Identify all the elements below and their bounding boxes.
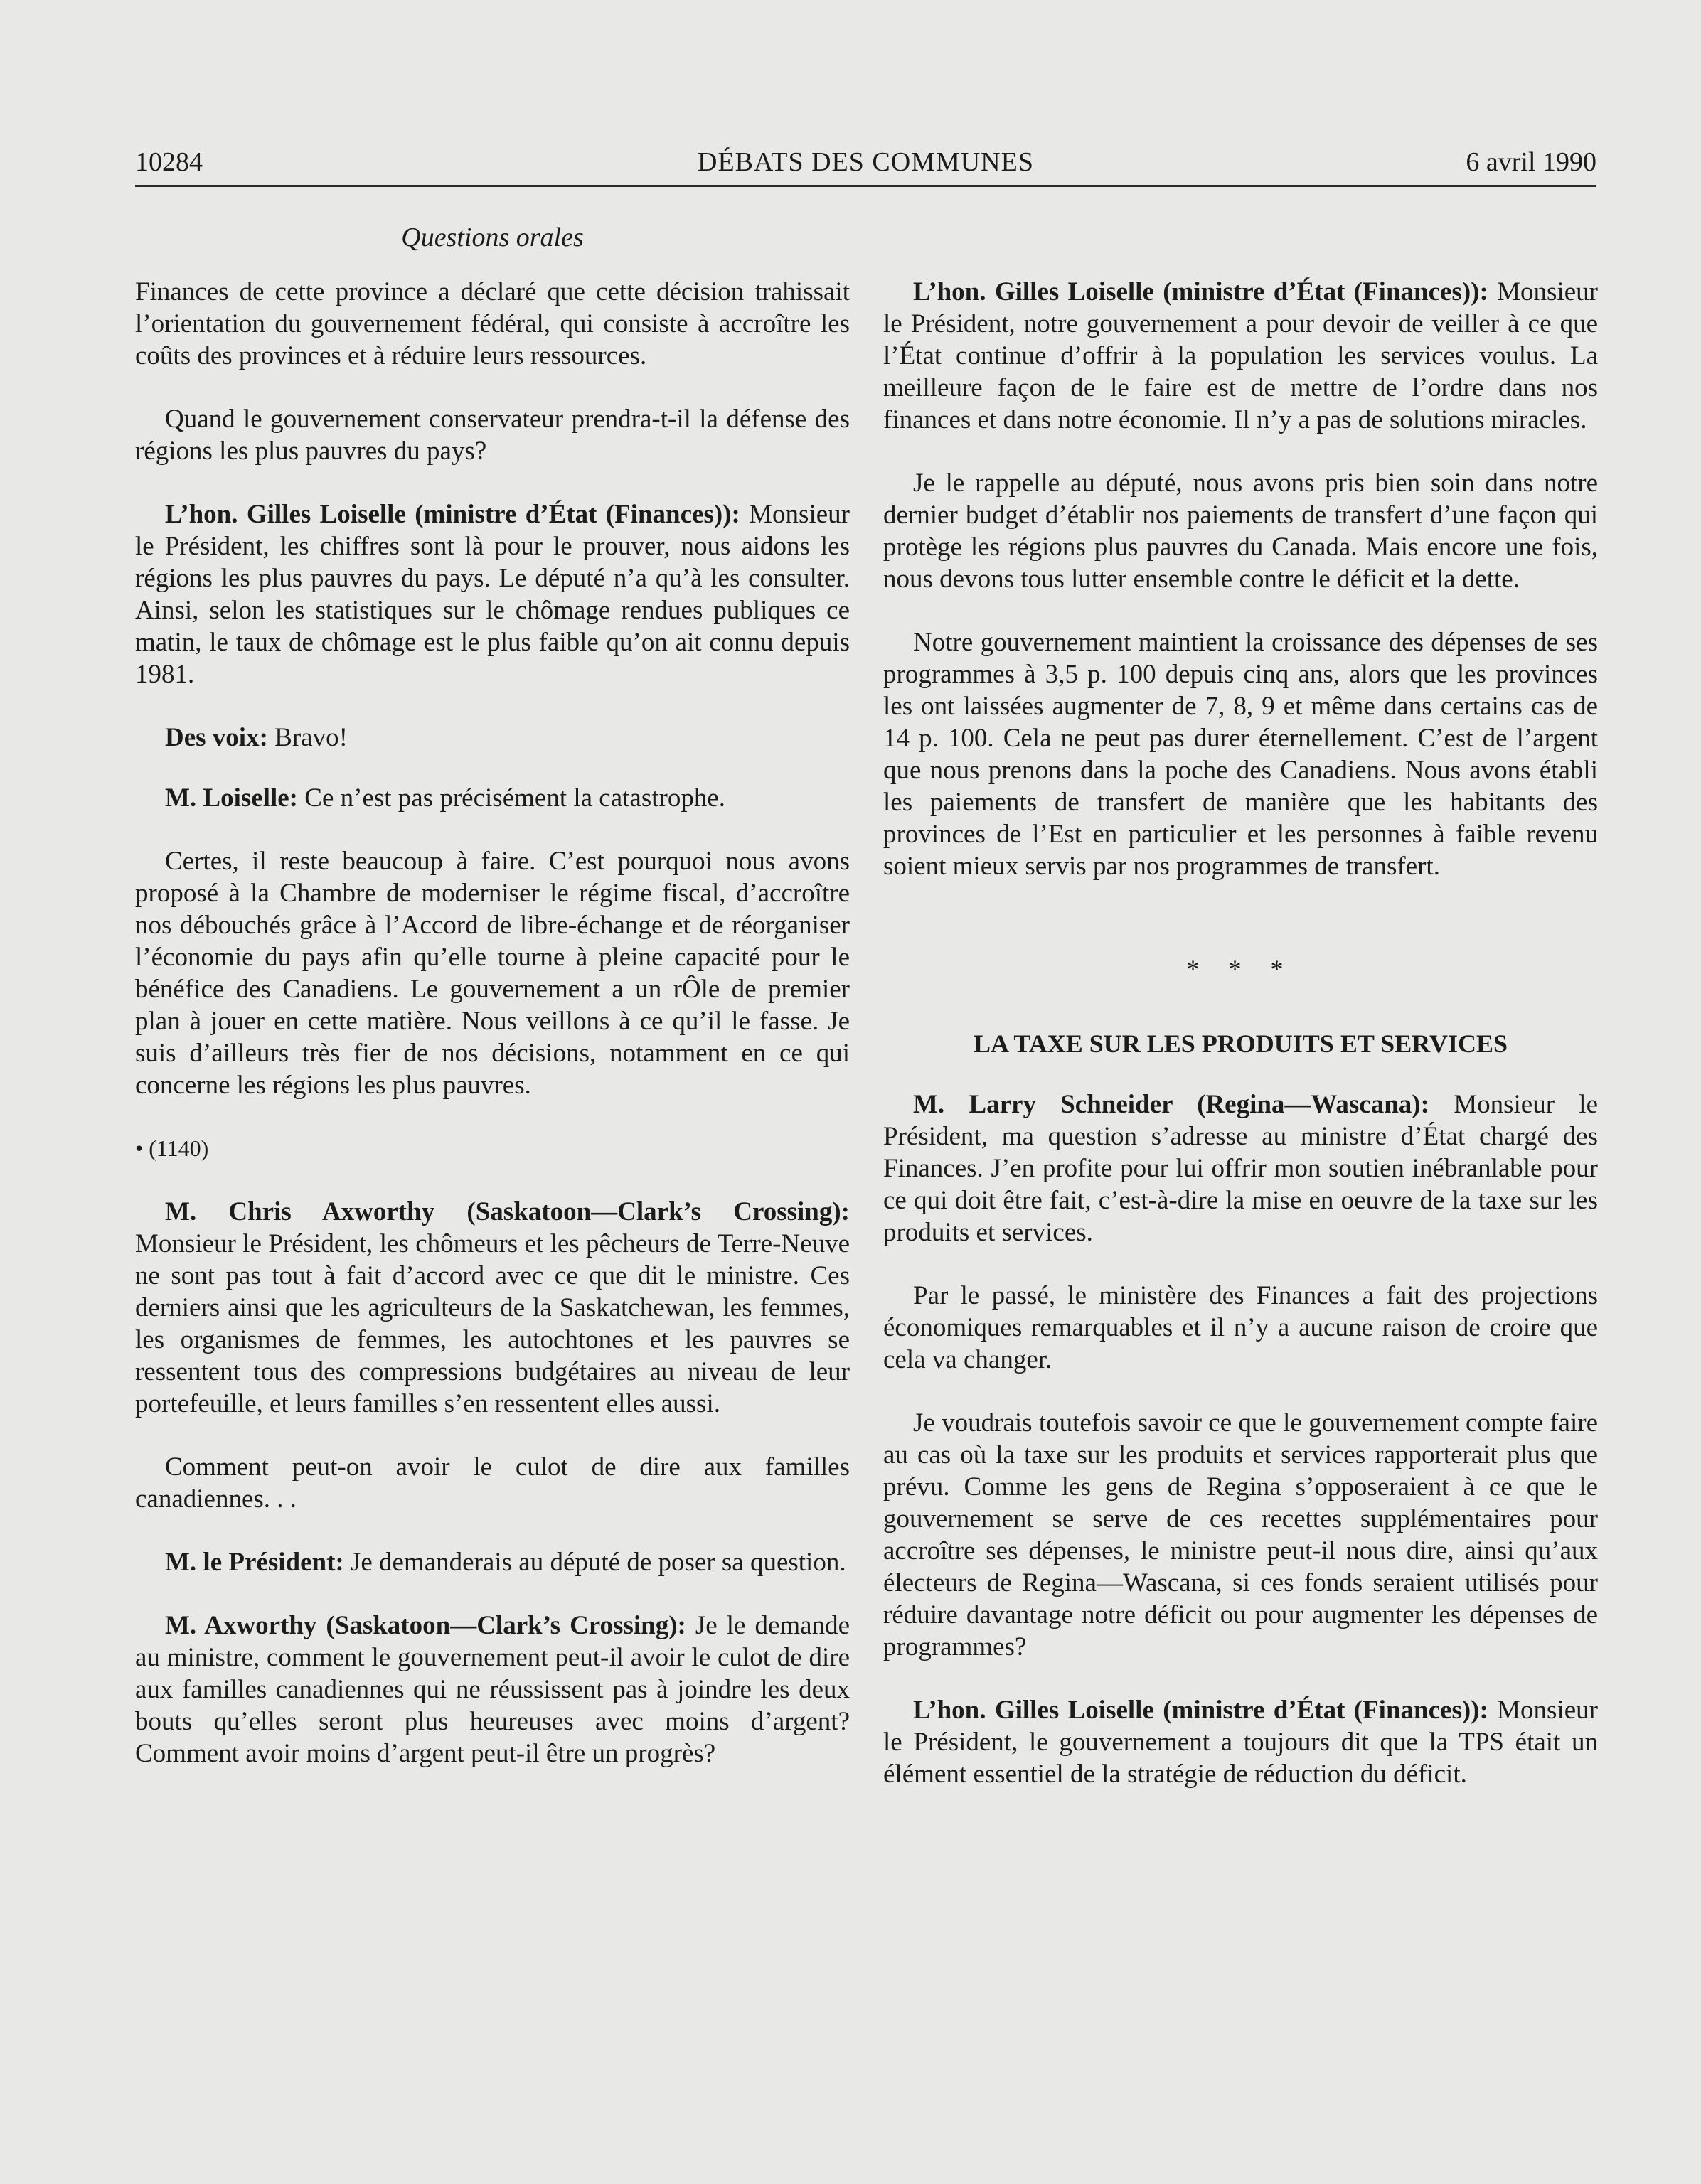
speech-text: Monsieur le Président, ma question s’adresse au ministre d’État chargé des Finances. J’en profite pour lui offrir mon soutien inébranlable pour ce qui doit être fait, c’est-à-dire la mise en oeuvre de la taxe sur les produits et services. — [883, 1090, 1598, 1247]
paragraph: Certes, il reste beaucoup à faire. C’est pourquoi nous avons proposé à la Chambre de moderniser le régime fiscal, d’accroître nos débouchés grâce à l’Accord de libre-échange et de réorganiser l’économie du pays afin qu’elle tourne à pleine capacité pour le bénéfice des Canadiens. Le gouvernement a un rÔle de premier plan à jouer en cette matière. Nous veillons à ce qu’il le fasse. Je suis d’ailleurs très fier de nos décisions, notamment en ce qui concerne les régions les plus pauvres. — [135, 847, 850, 1100]
publication-title: DÉBATS DES COMMUNES — [698, 147, 1034, 177]
section-separator: * * * — [1186, 955, 1295, 983]
speaker-name: L’hon. Gilles Loiselle (ministre d’État (Finances)): — [913, 1696, 1488, 1725]
speaker-name: M. Chris Axworthy (Saskatoon—Clark’s Crossing): — [165, 1197, 850, 1226]
running-header — [135, 141, 1596, 187]
paragraph: Finances de cette province a déclaré que cette décision trahissait l’orientation du gouvernement fédéral, qui consiste à accroître les coûts des provinces et à réduire leurs ressources. — [135, 277, 850, 370]
speech-paragraph — [883, 1694, 1598, 1790]
speech-paragraph — [135, 1610, 850, 1770]
left-column — [135, 276, 850, 1801]
speech-paragraph — [883, 1088, 1598, 1248]
publication-date: 6 avril 1990 — [1466, 147, 1596, 177]
speech-text: Je le demande au ministre, comment le gouvernement peut-il avoir le culot de dire aux familles canadiennes qui ne réussissent pas à joindre les deux bouts qu’elles seront plus heureuses avec moins d’argent? Comment avoir moins d’argent peut-il être un progrès? — [135, 1611, 850, 1768]
speaker-name: L’hon. Gilles Loiselle (ministre d’État (Finances)): — [165, 500, 740, 529]
speech-paragraph — [135, 1546, 850, 1578]
paragraph: Par le passé, le ministère des Finances a fait des projections économiques remarquables et il n’y a aucune raison de croire que cela va changer. — [883, 1281, 1598, 1374]
speech-text: Monsieur le Président, le gouvernement a toujours dit que la TPS était un élément essentiel de la stratégie de réduction du déficit. — [883, 1696, 1598, 1789]
paragraph: Comment peut-on avoir le culot de dire aux familles canadiennes. . . — [135, 1452, 850, 1514]
speech-text: Monsieur le Président, notre gouvernement a pour devoir de veiller à ce que l’État continue d’offrir à la population les services voulus. La meilleure façon de le faire est de mettre de l’ordre dans nos finances et dans notre économie. Il n’y a pas de solutions miracles. — [883, 277, 1598, 434]
speech-text: Monsieur le Président, les chiffres sont là pour le prouver, nous aidons les régions les plus pauvres du pays. Le député n’a qu’à les consulter. Ainsi, selon les statistiques sur le chômage rendues publiques ce matin, le taux de chômage est le plus faible qu’on ait connu depuis 1981. — [135, 500, 850, 689]
speech-paragraph — [135, 722, 850, 754]
speech-text: Monsieur le Président, les chômeurs et les pêcheurs de Terre-Neuve ne sont pas tout à fait d’accord avec ce que dit le ministre. Ces derniers ainsi que les agriculteurs de la Saskatchewan, les femmes, les organismes de femmes, les autochtones et les pauvres se ressentent tous des compressions budgétaires au niveau de leur portefeuille, et leurs familles s’en ressentent elles aussi. — [135, 1229, 850, 1418]
speaker-name: Des voix: — [165, 723, 268, 752]
speech-text: Ce n’est pas précisément la catastrophe. — [298, 783, 726, 813]
speaker-name: L’hon. Gilles Loiselle (ministre d’État (Finances)): — [913, 277, 1488, 306]
page-number: 10284 — [135, 147, 203, 177]
speech-paragraph — [883, 276, 1598, 436]
speaker-name: M. le Président: — [165, 1548, 344, 1577]
speaker-name: M. Loiselle: — [165, 783, 299, 813]
speaker-name: M. Axworthy (Saskatoon—Clark’s Crossing): — [165, 1611, 686, 1640]
speech-text: Je demanderais au député de poser sa question. — [343, 1548, 846, 1577]
paragraph: Notre gouvernement maintient la croissance des dépenses de ses programmes à 3,5 p. 100 depuis cinq ans, alors que les provinces les ont laissées augmenter de 7, 8, 9 et même dans certains cas de 14 p. 100. Cela ne peut pas durer éternellement. C’est de l’argent que nous prenons dans la poche des Canadiens. Nous avons établi les paiements de transfert de manière que les habitants des provinces de l’Est en particulier et les personnes à faible revenu soient mieux servis par nos programmes de transfert. — [883, 628, 1598, 881]
section-heading: LA TAXE SUR LES PRODUITS ET SERVICES — [974, 1029, 1508, 1058]
paragraph: Je voudrais toutefois savoir ce que le gouvernement compte faire au cas où la taxe sur les produits et services rapporterait plus que prévu. Comme les gens de Regina s’opposeraient à ce que le gouvernement se serve de ces recettes supplémentaires pour accroître ses dépenses, le ministre peut-il nous dire, ainsi qu’aux électeurs de Regina—Wascana, si ces fonds seraient utilisés pour réduire davantage notre déficit ou pour augmenter les dépenses de programmes? — [883, 1408, 1598, 1661]
timestamp: • (1140) — [135, 1135, 209, 1161]
speech-paragraph — [135, 1196, 850, 1420]
speaker-name: M. Larry Schneider (Regina—Wascana): — [913, 1090, 1429, 1119]
speech-text: Bravo! — [267, 723, 348, 752]
speech-paragraph — [135, 782, 850, 814]
section-label: Questions orales — [401, 223, 584, 252]
paragraph: Je le rappelle au député, nous avons pris bien soin dans notre dernier budget d’établir nos paiements de transfert d’une façon qui protège les régions plus pauvres du Canada. Mais encore une fois, nous devons tous lutter ensemble contre le déficit et la dette. — [883, 469, 1598, 594]
right-column — [883, 276, 1598, 1821]
paragraph: Quand le gouvernement conservateur prendra-t-il la défense des régions les plus pauvres du pays? — [135, 405, 850, 466]
speech-paragraph — [135, 498, 850, 690]
